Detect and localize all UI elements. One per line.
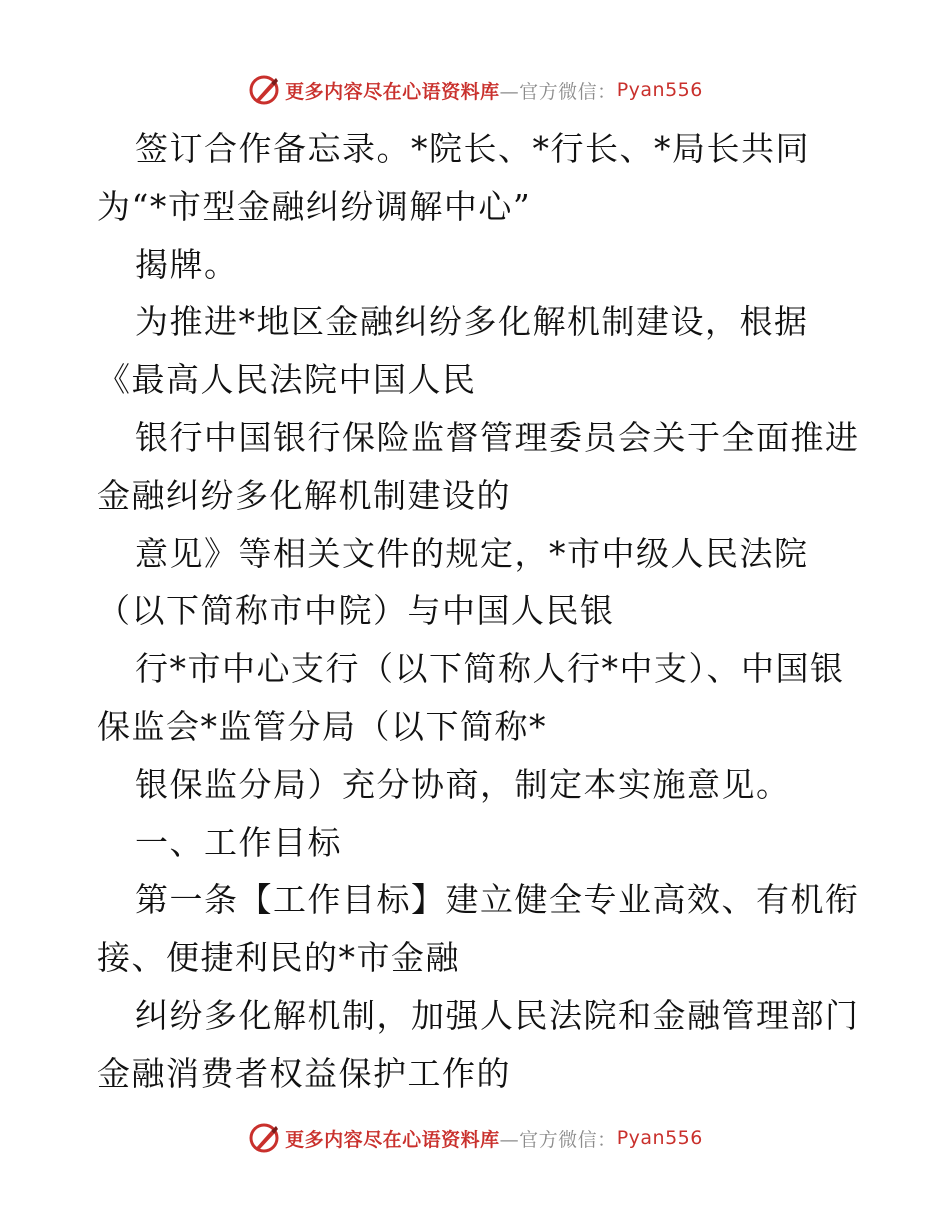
text-line: 意见》等相关文件的规定，*市中级人民法院 <box>135 533 809 573</box>
section-heading: 一、工作目标 <box>135 822 342 862</box>
pen-logo-icon <box>247 73 281 107</box>
banner-text-separator: —官方微信： <box>499 80 617 103</box>
text-line: 银行中国银行保险监督管理委员会关于全面推进 <box>135 417 860 457</box>
banner-text-main: 更多内容尽在心语资料库 <box>285 1128 500 1151</box>
text-line: 接、便捷利民的*市金融 <box>97 938 460 978</box>
text-line: 为推进*地区金融纠纷多化解机制建设，根据 <box>135 302 809 342</box>
banner-text-separator: —官方微信： <box>499 1128 617 1151</box>
pen-logo-icon <box>247 1121 281 1155</box>
text-line: 银保监分局）充分协商，制定本实施意见。 <box>135 764 791 804</box>
text-line: 保监会*监管分局（以下简称* <box>97 706 547 746</box>
text-line: 纠纷多化解机制，加强人民法院和金融管理部门 <box>135 995 860 1035</box>
text-line: 行*市中心支行（以下简称人行*中支）、中国银 <box>135 649 845 689</box>
text-line: 揭牌。 <box>135 244 239 284</box>
text-line: 签订合作备忘录。*院长、*行长、*局长共同 <box>135 129 810 168</box>
footer-watermark-banner <box>0 1118 950 1158</box>
header-watermark-banner <box>0 70 950 110</box>
text-line: 《最高人民法院中国人民 <box>97 360 477 400</box>
banner-text-wechat-id: Pyan556 <box>616 79 703 101</box>
banner-text-wechat-id: Pyan556 <box>616 1127 703 1149</box>
document-body <box>97 120 917 1103</box>
text-line: 第一条【工作目标】建立健全专业高效、有机衔 <box>135 880 860 920</box>
text-line: 为“*市型金融纠纷调解中心” <box>97 186 532 226</box>
text-line: （以下简称市中院）与中国人民银 <box>97 591 615 631</box>
text-line: 金融纠纷多化解机制建设的 <box>97 475 511 515</box>
text-line: 金融消费者权益保护工作的 <box>97 1053 511 1093</box>
banner-text-main: 更多内容尽在心语资料库 <box>285 80 500 103</box>
